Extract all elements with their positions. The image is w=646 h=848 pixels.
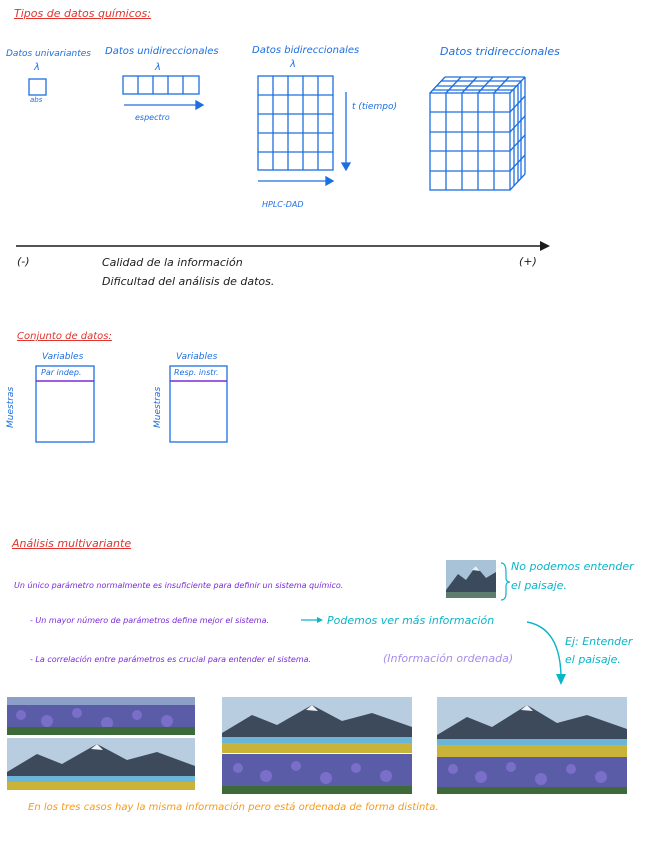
bullet-correlation: - La correlación entre parámetros es crucial para entender el sistema. xyxy=(30,655,312,664)
more-information-text: Podemos ver más información xyxy=(327,614,495,627)
full-landscape-photo xyxy=(437,697,627,794)
univariate-label: Datos univariantes xyxy=(6,49,91,59)
bullet-more-parameters: - Un mayor número de parámetros define mejor el sistema. xyxy=(30,616,270,625)
bidirectional-lambda: λ xyxy=(290,59,296,70)
axis-plus: (+) xyxy=(519,255,537,268)
unidirectional-sub: espectro xyxy=(135,113,170,122)
tridirectional-label: Datos tridireccionales xyxy=(440,45,560,58)
univariate-sub: abs xyxy=(30,96,43,104)
table2-side-label: Muestras xyxy=(153,386,163,428)
axis-label-quality: Calidad de la información xyxy=(102,256,243,269)
bidirectional-sub: HPLC-DAD xyxy=(262,200,304,209)
unidirectional-lambda: λ xyxy=(155,62,161,73)
table1-side-label: Muestras xyxy=(6,386,16,428)
collage1-mountains xyxy=(7,738,195,790)
note-cannot-understand-2: el paisaje. xyxy=(511,579,567,592)
univariate-lambda: λ xyxy=(34,62,40,73)
bidirectional-time: t (tiempo) xyxy=(352,102,397,112)
section3-title: Análisis multivariante xyxy=(12,537,132,550)
table1-row-label: Par indep. xyxy=(41,368,82,377)
footer-conclusion: En los tres casos hay la misma información pero está ordenada de forma distinta. xyxy=(28,802,439,813)
note-example-2: el paisaje. xyxy=(565,653,621,666)
unidirectional-label: Datos unidireccionales xyxy=(105,46,219,57)
note-example-1: Ej: Entender xyxy=(565,635,633,648)
ordered-information-text: (Información ordenada) xyxy=(383,652,514,665)
table2-row-label: Resp. instr. xyxy=(174,368,219,377)
axis-label-difficulty: Dificultad del análisis de datos. xyxy=(102,275,275,288)
section1-title: Tipos de datos químicos: xyxy=(14,7,151,20)
collage1-flowers xyxy=(7,697,195,735)
collage2-mountains xyxy=(222,697,412,753)
table1-header: Variables xyxy=(42,352,84,362)
single-parameter-text: Un único parámetro normalmente es insuficiente para definir un sistema químico. xyxy=(14,581,344,590)
bidirectional-label: Datos bidireccionales xyxy=(252,45,360,56)
collage2-flowers xyxy=(222,754,412,794)
section2-title: Conjunto de datos: xyxy=(17,331,112,342)
table2-header: Variables xyxy=(176,352,218,362)
note-cannot-understand-1: No podemos entender xyxy=(511,560,634,573)
axis-minus: (-) xyxy=(17,255,30,268)
